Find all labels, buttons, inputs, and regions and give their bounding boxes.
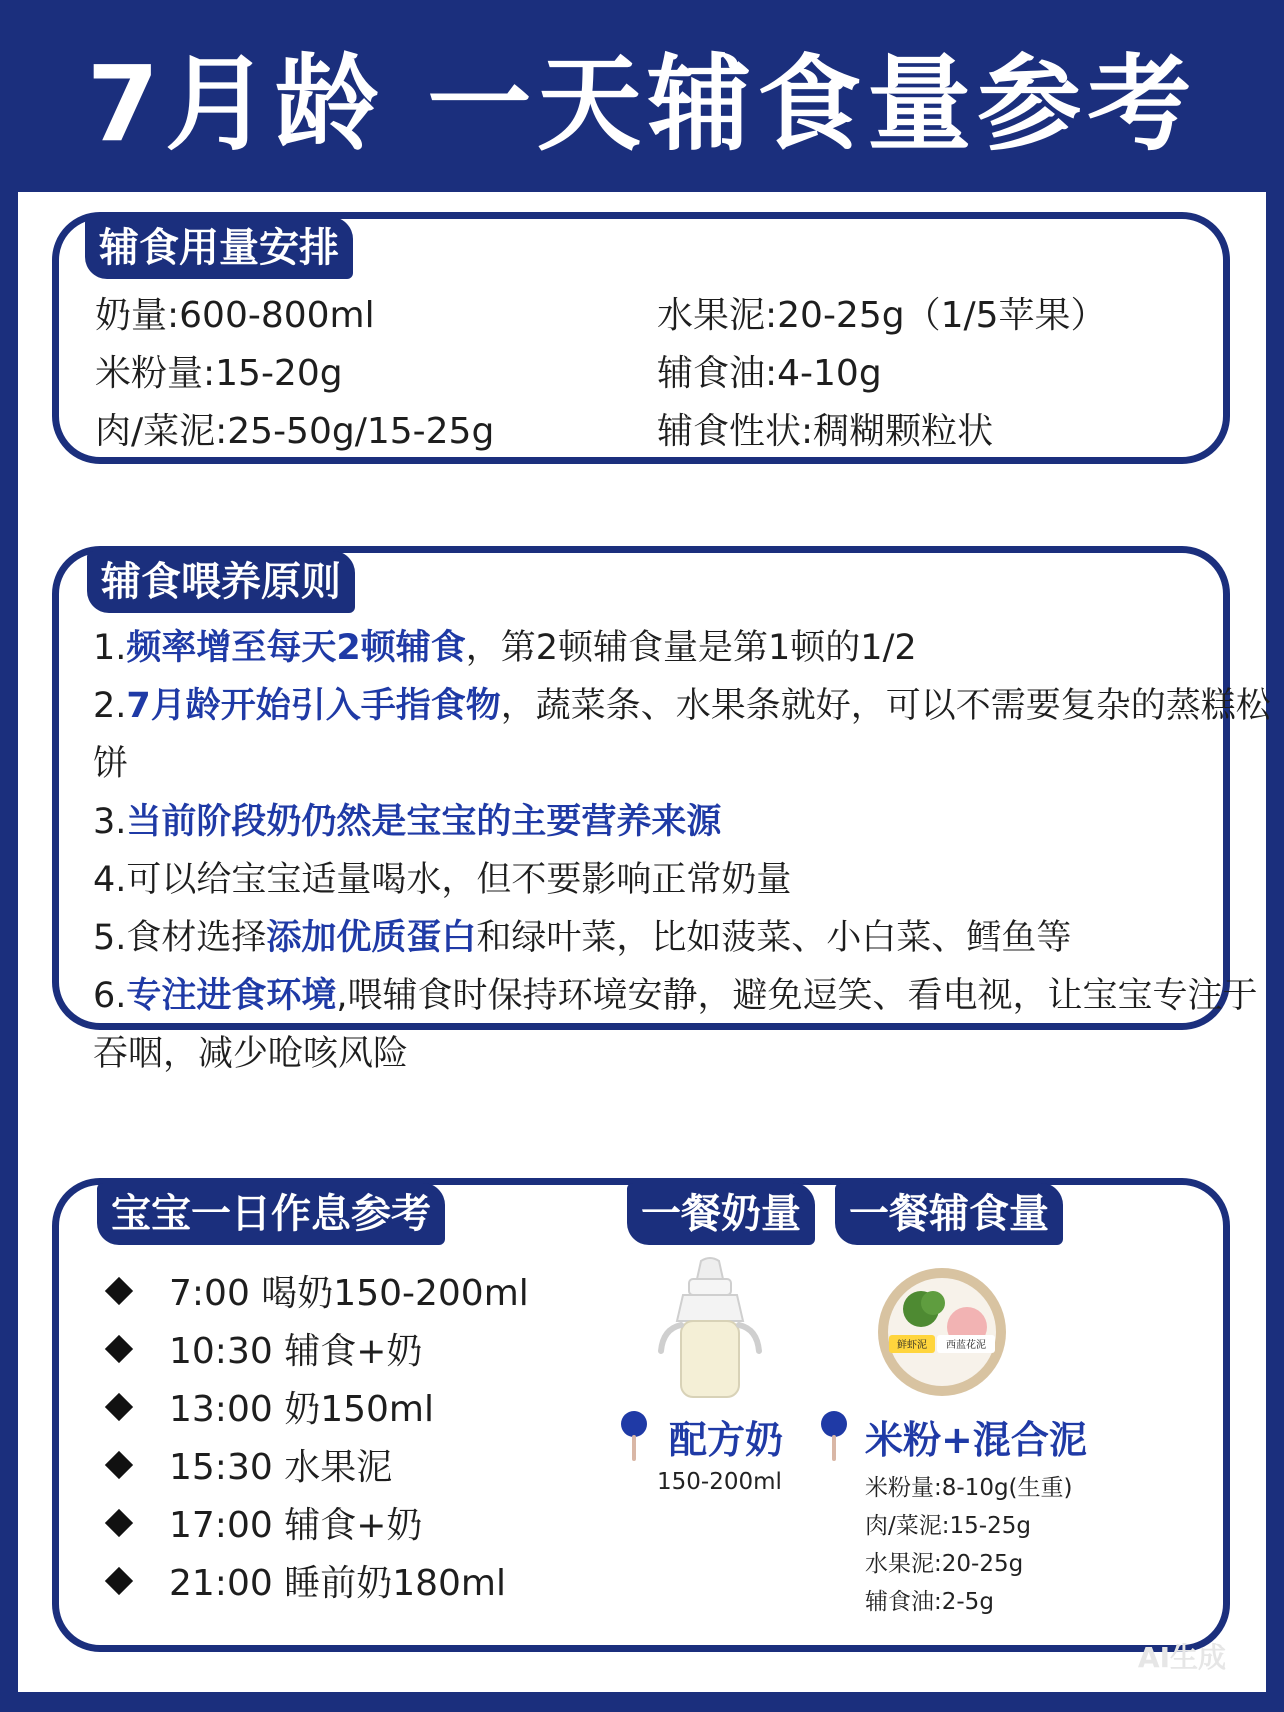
schedule-item: 7:00 喝奶150-200ml	[109, 1265, 529, 1316]
meal-detail: 肉/菜泥:15-25g	[865, 1513, 1031, 1539]
puree-bowl-icon	[875, 1265, 1009, 1399]
bowl-label-shrimp: 鲜虾泥	[897, 1340, 927, 1351]
pin-icon	[821, 1411, 847, 1463]
bowl-label-broccoli: 西蓝花泥	[946, 1340, 986, 1351]
usage-card	[52, 212, 1230, 464]
milk-name: 配方奶	[669, 1418, 784, 1462]
rule-3: 3.当前阶段奶仍然是宝宝的主要营养来源	[93, 802, 722, 842]
rules-card	[52, 546, 1271, 1074]
meal-detail: 辅食油:2-5g	[865, 1589, 994, 1615]
baby-bottle-icon	[655, 1255, 765, 1401]
meal-detail: 米粉量:8-10g(生重)	[865, 1475, 1073, 1501]
usage-texture: 辅食性状:稠糊颗粒状	[657, 411, 994, 452]
page-title: 7月龄 一天辅食量参考	[86, 43, 1198, 165]
usage-meat-veg: 肉/菜泥:25-50g/15-25g	[95, 411, 495, 452]
rule-6: 6.专注进食环境,喂辅食时保持环境安静，避免逗笑、看电视，让宝宝专注于吞咽，减少呛咳风险	[93, 976, 1258, 1074]
schedule-item: 17:00 辅食+奶	[109, 1497, 422, 1548]
schedule-item: 13:00 奶150ml	[109, 1381, 434, 1432]
usage-fruit: 水果泥:20-25g（1/5苹果）	[657, 295, 1107, 336]
diamond-bullet-icon	[105, 1334, 133, 1362]
milk-amount: 150-200ml	[657, 1469, 782, 1495]
schedule-item: 10:30 辅食+奶	[109, 1323, 422, 1374]
diamond-bullet-icon	[105, 1450, 133, 1478]
diamond-bullet-icon	[105, 1508, 133, 1536]
rule-5: 5.食材选择添加优质蛋白和绿叶菜，比如菠菜、小白菜、鳕鱼等	[93, 918, 1072, 958]
schedule-item: 15:30 水果泥	[109, 1439, 392, 1490]
usage-tag: 辅食用量安排	[85, 217, 353, 279]
schedule-tag: 宝宝一日作息参考	[97, 1183, 445, 1245]
meal-name: 米粉+混合泥	[865, 1418, 1087, 1462]
diamond-bullet-icon	[105, 1566, 133, 1594]
diamond-bullet-icon	[105, 1392, 133, 1420]
diamond-bullet-icon	[105, 1276, 133, 1304]
schedule-item: 21:00 睡前奶180ml	[109, 1555, 506, 1606]
pin-icon	[621, 1411, 647, 1463]
usage-milk: 奶量:600-800ml	[95, 295, 375, 336]
rules-tag: 辅食喂养原则	[87, 551, 355, 613]
rule-4: 4.可以给宝宝适量喝水，但不要影响正常奶量	[93, 860, 792, 900]
usage-rice-cereal: 米粉量:15-20g	[95, 353, 343, 394]
meal-tag: 一餐辅食量	[835, 1183, 1063, 1245]
schedule-card	[52, 1178, 1230, 1652]
rule-2: 2.7月龄开始引入手指食物，蔬菜条、水果条就好，可以不需要复杂的蒸糕松饼	[93, 686, 1271, 784]
content-sheet	[18, 192, 1271, 1692]
rule-1: 1.频率增至每天2顿辅食，第2顿辅食量是第1顿的1/2	[93, 628, 917, 668]
milk-tag: 一餐奶量	[627, 1183, 815, 1245]
meal-detail: 水果泥:20-25g	[865, 1551, 1024, 1577]
usage-oil: 辅食油:4-10g	[657, 353, 882, 394]
watermark: AI生成	[1137, 1641, 1226, 1674]
